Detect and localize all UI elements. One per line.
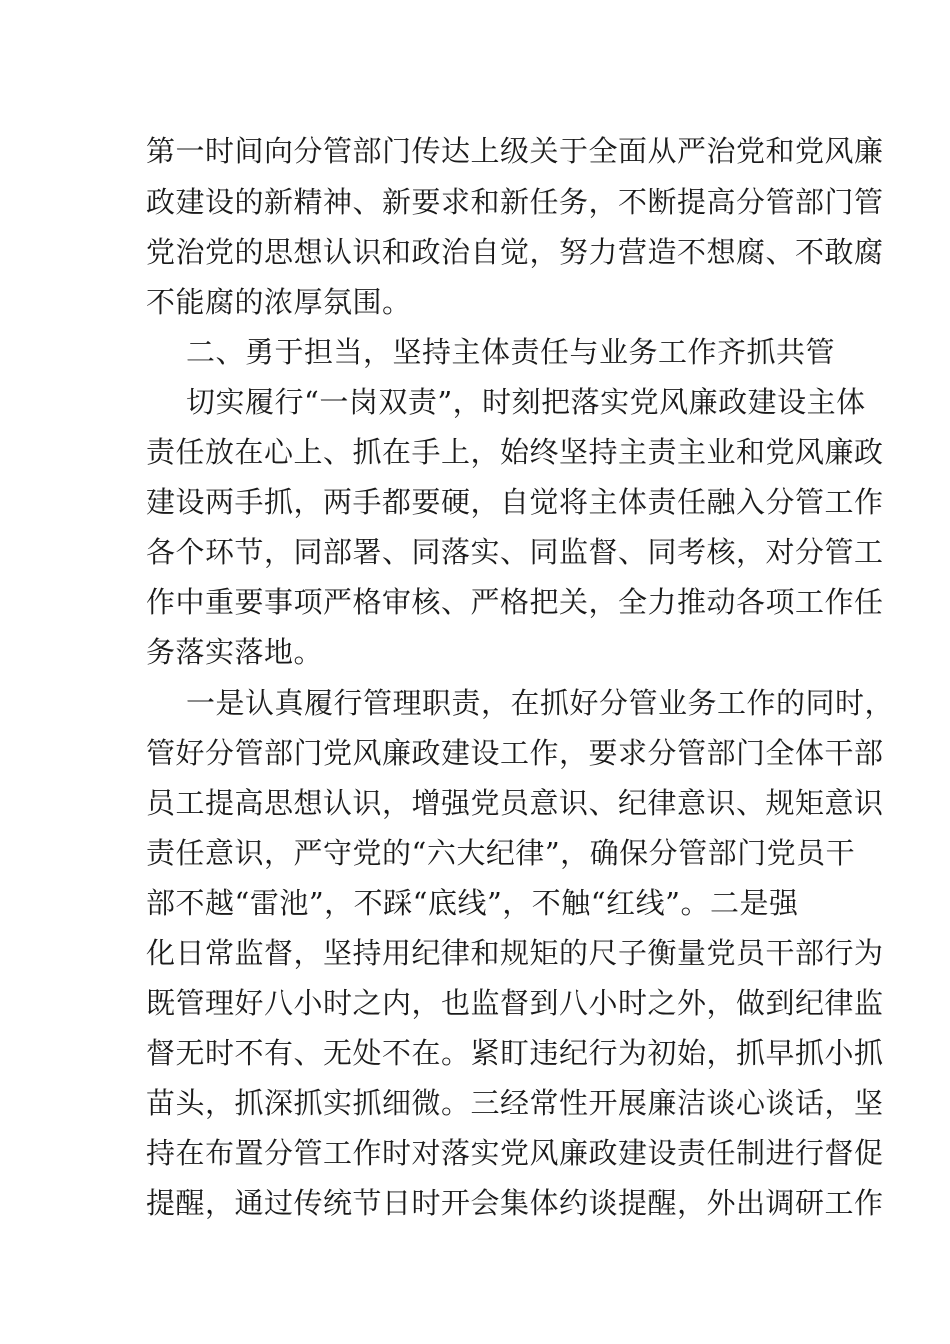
text-line: 建设两手抓，两手都要硬，自觉将主体责任融入分管工作 <box>146 485 884 519</box>
text-line: 不能腐的浓厚氛围。 <box>146 285 412 319</box>
text-line: 党治党的思想认识和政治自觉，努力营造不想腐、不敢腐 <box>146 235 884 269</box>
text-line: 化日常监督，坚持用纪律和规矩的尺子衡量党员干部行为 <box>146 936 884 970</box>
text-line: 务落实落地。 <box>146 635 324 669</box>
text-line: 督无时不有、无处不在。紧盯违纪行为初始，抓早抓小抓 <box>146 1036 884 1070</box>
text-line: 责任意识，严守党的“六大纪律”，确保分管部门党员干 <box>146 836 856 870</box>
text-line: 部不越“雷池”，不踩“底线”，不触“红线”。二是强 <box>146 886 799 920</box>
text-line: 第一时间向分管部门传达上级关于全面从严治党和党风廉 <box>146 134 884 168</box>
text-line: 持在布置分管工作时对落实党风廉政建设责任制进行督促 <box>146 1136 884 1170</box>
section-heading: 二、勇于担当，坚持主体责任与业务工作齐抓共管 <box>186 335 836 369</box>
text-line: 一是认真履行管理职责，在抓好分管业务工作的同时， <box>186 686 895 720</box>
text-line: 政建设的新精神、新要求和新任务，不断提高分管部门管 <box>146 185 884 219</box>
text-line: 既管理好八小时之内，也监督到八小时之外，做到纪律监 <box>146 986 884 1020</box>
text-line: 提醒，通过传统节日时开会集体约谈提醒，外出调研工作 <box>146 1186 884 1220</box>
text-line: 苗头，抓深抓实抓细微。三经常性开展廉洁谈心谈话，坚 <box>146 1086 884 1120</box>
text-line: 员工提高思想认识，增强党员意识、纪律意识、规矩意识 <box>146 786 884 820</box>
text-line: 切实履行“一岗双责”，时刻把落实党风廉政建设主体 <box>186 385 866 419</box>
text-line: 责任放在心上、抓在手上，始终坚持主责主业和党风廉政 <box>146 435 884 469</box>
text-line: 管好分管部门党风廉政建设工作，要求分管部门全体干部 <box>146 736 884 770</box>
text-line: 各个环节，同部署、同落实、同监督、同考核，对分管工 <box>146 535 884 569</box>
text-line: 作中重要事项严格审核、严格把关，全力推动各项工作任 <box>146 585 884 619</box>
